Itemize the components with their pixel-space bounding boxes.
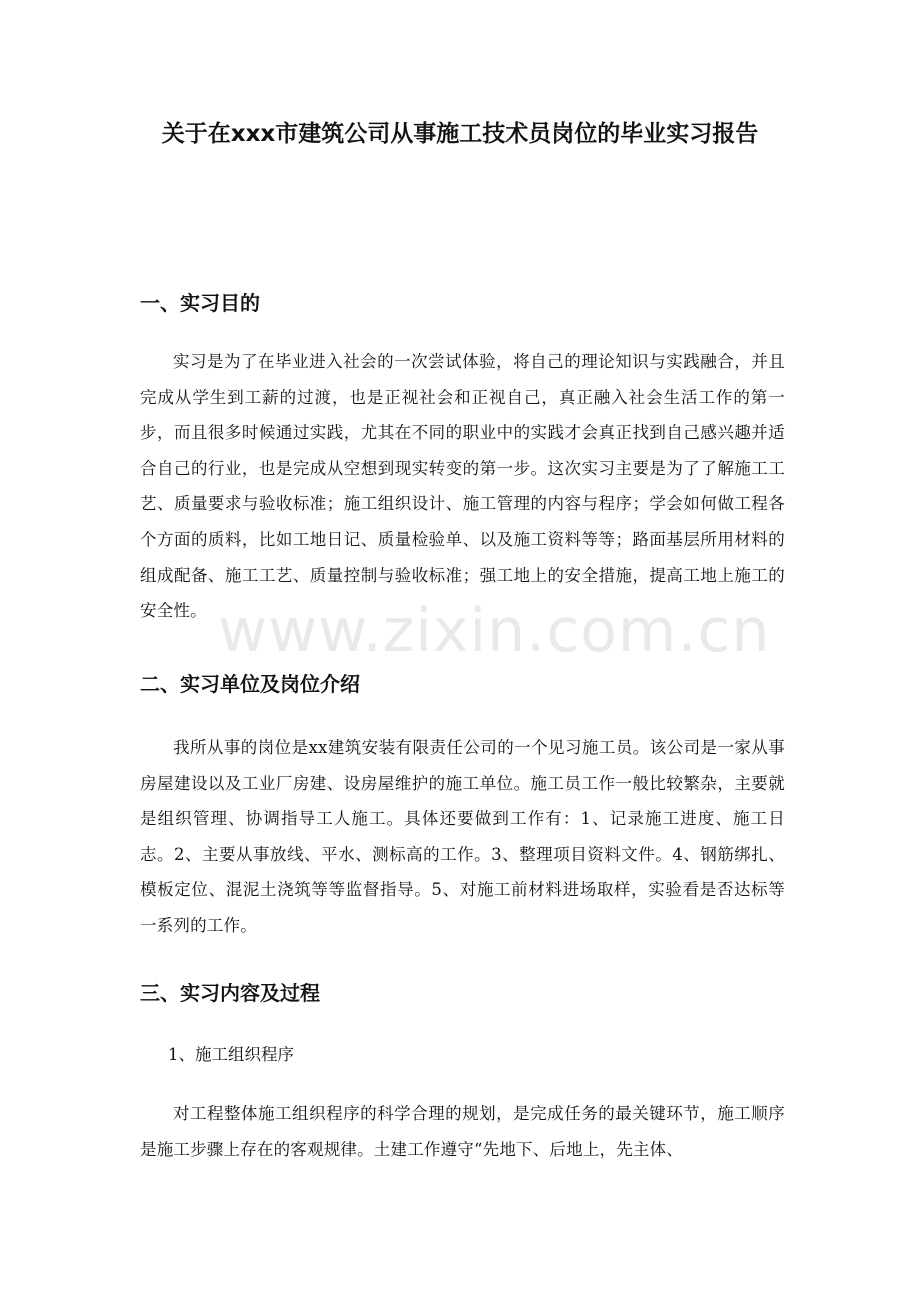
section-heading-purpose: 一、实习目的 — [140, 291, 260, 315]
document-title: 关于在xxx市建筑公司从事施工技术员岗位的毕业实习报告 — [161, 121, 759, 147]
watermark-text: www.zixin.com.cn — [218, 596, 771, 666]
section-heading-unit: 二、实习单位及岗位介绍 — [140, 672, 360, 696]
section-paragraph-purpose: 实习是为了在毕业进入社会的一次尝试体验，将自己的理论知识与实践融合，并且完成从学生到工薪的过渡，也是正视社会和正视自己，真正融入社会生活工作的第一步，而且很多时候通过实践，尤其在不同的职业中的实践才会真正找到自己感兴趣并适合自己的行业，也是完成从空想到现实转变的第一步。这次实习主要是为了了解施工工艺、质量要求与验收标准；施工组织设计、施工管理的内容与程序；学会如何做工程各个方面的质料，比如工地日记、质量检验单、以及施工资料等等；路面基层所用材料的组成配备、施工工艺、质量控制与验收标准；强工地上的安全措施，提高工地上施工的安全性。 — [140, 352, 785, 621]
section-paragraph-content: 对工程整体施工组织程序的科学合理的规划，是完成任务的最关键环节，施工顺序是施工步骤上存在的客观规律。土建工作遵守“先地下、后地上，先主体、 — [140, 1104, 785, 1159]
section-heading-content: 三、实习内容及过程 — [140, 981, 320, 1005]
subsection-heading-organization: 1、施工组织程序 — [168, 1045, 294, 1064]
section-paragraph-unit: 我所从事的岗位是xx建筑安装有限责任公司的一个见习施工员。该公司是一家从事房屋建设以及工业厂房建、设房屋维护的施工单位。施工员工作一般比较繁杂，主要就是组织管理、协调指导工人施工。具体还要做到工作有：1、记录施工进度、施工日志。2、主要从事放线、平水、测标高的工作。3、整理项目资料文件。4、钢筋绑扎、模板定位、混泥土浇筑等等监督指导。5、对施工前材料进场取样，实验看是否达标等一系列的工作。 — [140, 738, 785, 935]
